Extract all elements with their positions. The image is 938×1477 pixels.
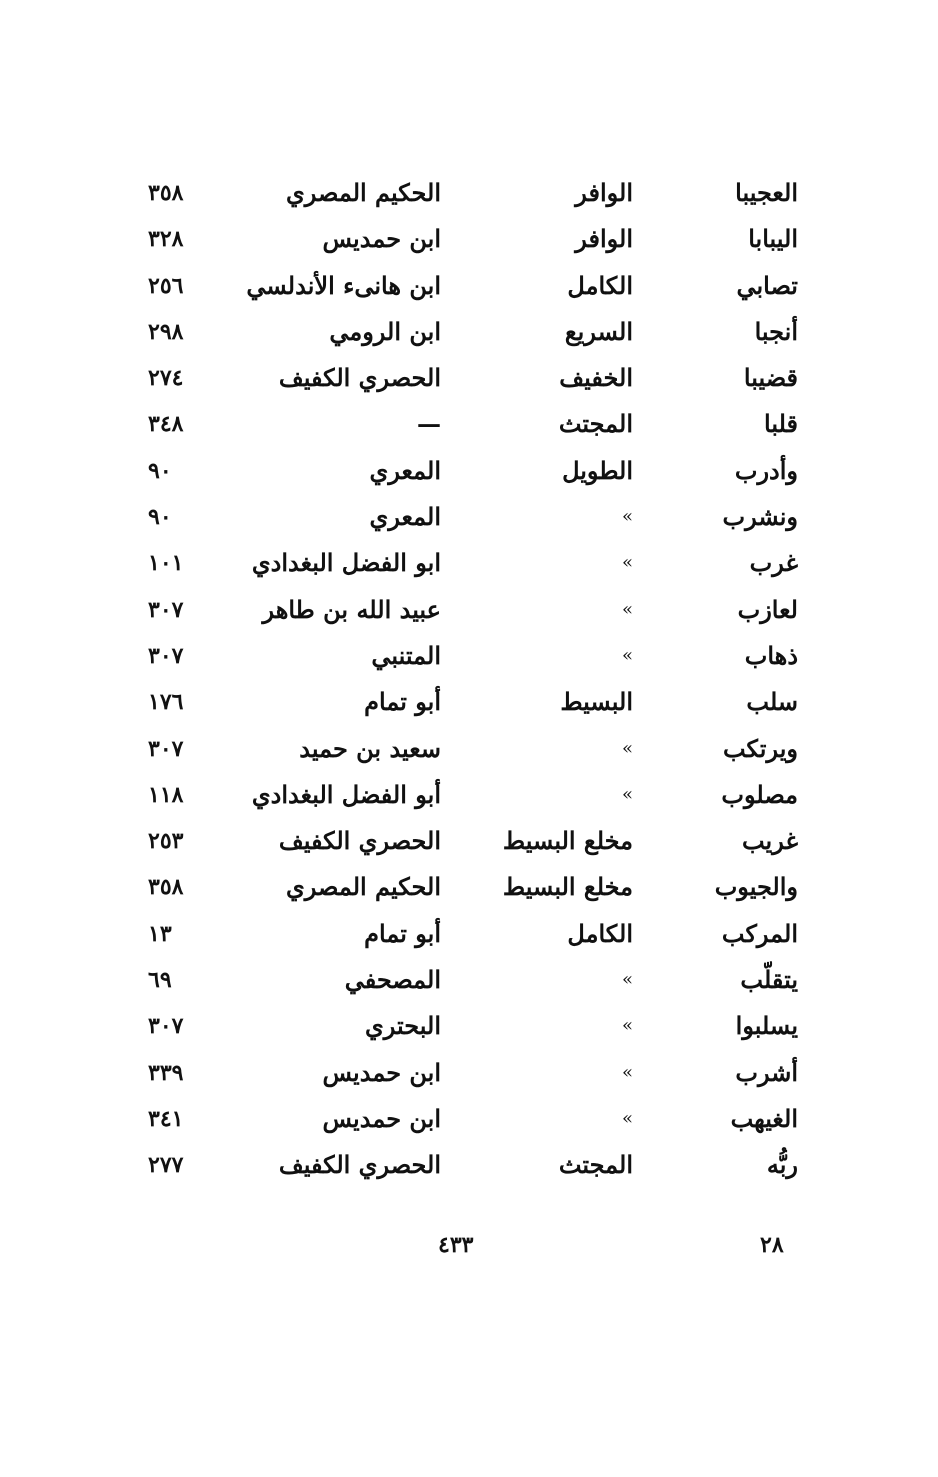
poet-name: ابو الفضل البغدادي	[251, 548, 441, 578]
poet-name: ابن حمديس	[322, 1103, 441, 1133]
index-row	[0, 587, 938, 633]
meter-name: »	[621, 737, 633, 759]
page-reference: ٢٧٧	[148, 1152, 184, 1179]
rhyme-word: العجيبا	[735, 178, 798, 207]
index-row	[0, 726, 938, 772]
poet-name: ابن الرومي	[329, 316, 441, 346]
page-reference: ٣٣٩	[148, 1059, 184, 1086]
index-row	[0, 864, 938, 910]
rhyme-word: مصلوب	[721, 779, 798, 809]
index-row	[0, 540, 938, 586]
poet-name: ابن هانىء الأندلسي	[246, 270, 441, 300]
rhyme-word: غريب	[741, 826, 798, 856]
index-row	[0, 1096, 938, 1142]
poet-name: أبو تمام	[364, 918, 441, 948]
page-reference: ٣٤٨	[148, 411, 184, 438]
index-row	[0, 772, 938, 818]
rhyme-word: قلبا	[764, 409, 798, 439]
page-reference: ٦٩	[148, 967, 172, 994]
poet-name: ابن حمديس	[322, 224, 441, 254]
page-number: ٤٣٣	[438, 1232, 474, 1258]
index-row	[0, 679, 938, 725]
index-row	[0, 216, 938, 262]
poet-name: المعري	[369, 502, 441, 532]
rhyme-word: سلب	[746, 687, 798, 717]
meter-name: المجتث	[558, 1150, 633, 1180]
rhyme-word: تصابي	[736, 270, 798, 300]
meter-name: مخلع البسيط	[502, 826, 633, 856]
meter-name: السريع	[564, 316, 633, 346]
rhyme-word: وأدرب	[734, 455, 798, 485]
signature-mark: ٢٨	[760, 1232, 784, 1258]
poet-name: الحكيم المصري	[286, 872, 441, 902]
rhyme-word: قضيبا	[743, 363, 798, 393]
index-row	[0, 448, 938, 494]
poet-name: المعري	[369, 455, 441, 485]
index-row	[0, 1142, 938, 1188]
meter-name: الكامل	[567, 270, 633, 300]
page-reference: ٣٠٧	[148, 1013, 184, 1040]
meter-name: »	[621, 1015, 633, 1037]
poet-name: أبو تمام	[364, 687, 441, 717]
rhyme-word: المركب	[721, 918, 798, 948]
poet-name: المصحفي	[344, 965, 441, 995]
rhyme-word: لعازب	[737, 594, 798, 624]
page-reference: ١٠١	[148, 550, 184, 577]
page-reference: ٣٥٨	[148, 180, 184, 206]
meter-name: الطويل	[562, 455, 633, 485]
poet-name: ابن حمديس	[322, 1057, 441, 1087]
meter-name: »	[621, 969, 633, 991]
index-row	[0, 170, 938, 216]
page-reference: ١٧٦	[148, 689, 184, 716]
poet-name: البحتري	[365, 1011, 441, 1041]
poet-name: عبيد الله بن طاهر	[262, 594, 441, 624]
index-row	[0, 818, 938, 864]
rhyme-word: يسلبوا	[735, 1011, 798, 1041]
index-row	[0, 309, 938, 355]
rhyme-word: اليبابا	[748, 224, 798, 254]
poet-name: سعيد بن حميد	[299, 733, 441, 763]
page-reference: ٣٥٨	[148, 874, 184, 901]
index-row	[0, 633, 938, 679]
index-row	[0, 1003, 938, 1049]
index-row	[0, 355, 938, 401]
rhyme-word: ونشرب	[722, 502, 798, 532]
page-reference: ٩٠	[148, 504, 172, 531]
page-reference: ٩٠	[148, 457, 172, 484]
meter-name: »	[621, 598, 633, 620]
rhyme-word: ويرتكب	[722, 733, 798, 763]
page-reference: ٢٩٨	[148, 318, 184, 345]
meter-name: »	[621, 1107, 633, 1129]
page-footer	[0, 1228, 938, 1268]
rhyme-word: والجيوب	[714, 872, 798, 902]
page-reference: ٢٧٤	[148, 365, 184, 392]
index-row	[0, 957, 938, 1003]
meter-name: الكامل	[567, 918, 633, 948]
meter-name: الوافر	[575, 178, 633, 207]
index-row	[0, 263, 938, 309]
page-reference: ١١٨	[148, 781, 184, 808]
page-reference: ١٣	[148, 920, 172, 947]
poet-name: الحصري الكفيف	[278, 1150, 441, 1180]
poet-name: الحكيم المصري	[286, 178, 441, 207]
page-reference: ٢٥٣	[148, 828, 184, 855]
poet-name: أبو الفضل البغدادي	[251, 779, 441, 809]
poet-name: المتنبي	[371, 640, 441, 670]
index-row	[0, 911, 938, 957]
rhyme-word: أنجبا	[754, 316, 798, 346]
meter-name: مخلع البسيط	[502, 872, 633, 902]
rhyme-index-table	[0, 170, 938, 1189]
meter-name: »	[621, 644, 633, 666]
index-row	[0, 401, 938, 447]
meter-name: البسيط	[560, 687, 633, 717]
index-row	[0, 1050, 938, 1096]
poet-name: الحصري الكفيف	[278, 826, 441, 856]
meter-name: »	[621, 552, 633, 574]
page-reference: ٣٠٧	[148, 596, 184, 623]
poet-name: —	[417, 409, 441, 439]
rhyme-word: ذهاب	[744, 640, 798, 670]
meter-name: »	[621, 783, 633, 805]
page-reference: ٣٢٨	[148, 226, 184, 253]
rhyme-word: أشرب	[735, 1057, 798, 1087]
meter-name: »	[621, 1061, 633, 1083]
page-reference: ٣٤١	[148, 1105, 184, 1132]
meter-name: »	[621, 506, 633, 528]
page-reference: ٣٠٧	[148, 642, 184, 669]
index-row	[0, 494, 938, 540]
rhyme-word: الغيهب	[730, 1103, 798, 1133]
meter-name: الوافر	[575, 224, 633, 254]
page-reference: ٢٥٦	[148, 272, 184, 299]
meter-name: الخفيف	[559, 363, 633, 393]
rhyme-word: غرب	[749, 548, 798, 578]
page-reference: ٣٠٧	[148, 735, 184, 762]
rhyme-word: يتقلّب	[740, 965, 798, 995]
poet-name: الحصري الكفيف	[278, 363, 441, 393]
rhyme-word: ربُّه	[766, 1150, 798, 1180]
meter-name: المجتث	[558, 409, 633, 439]
